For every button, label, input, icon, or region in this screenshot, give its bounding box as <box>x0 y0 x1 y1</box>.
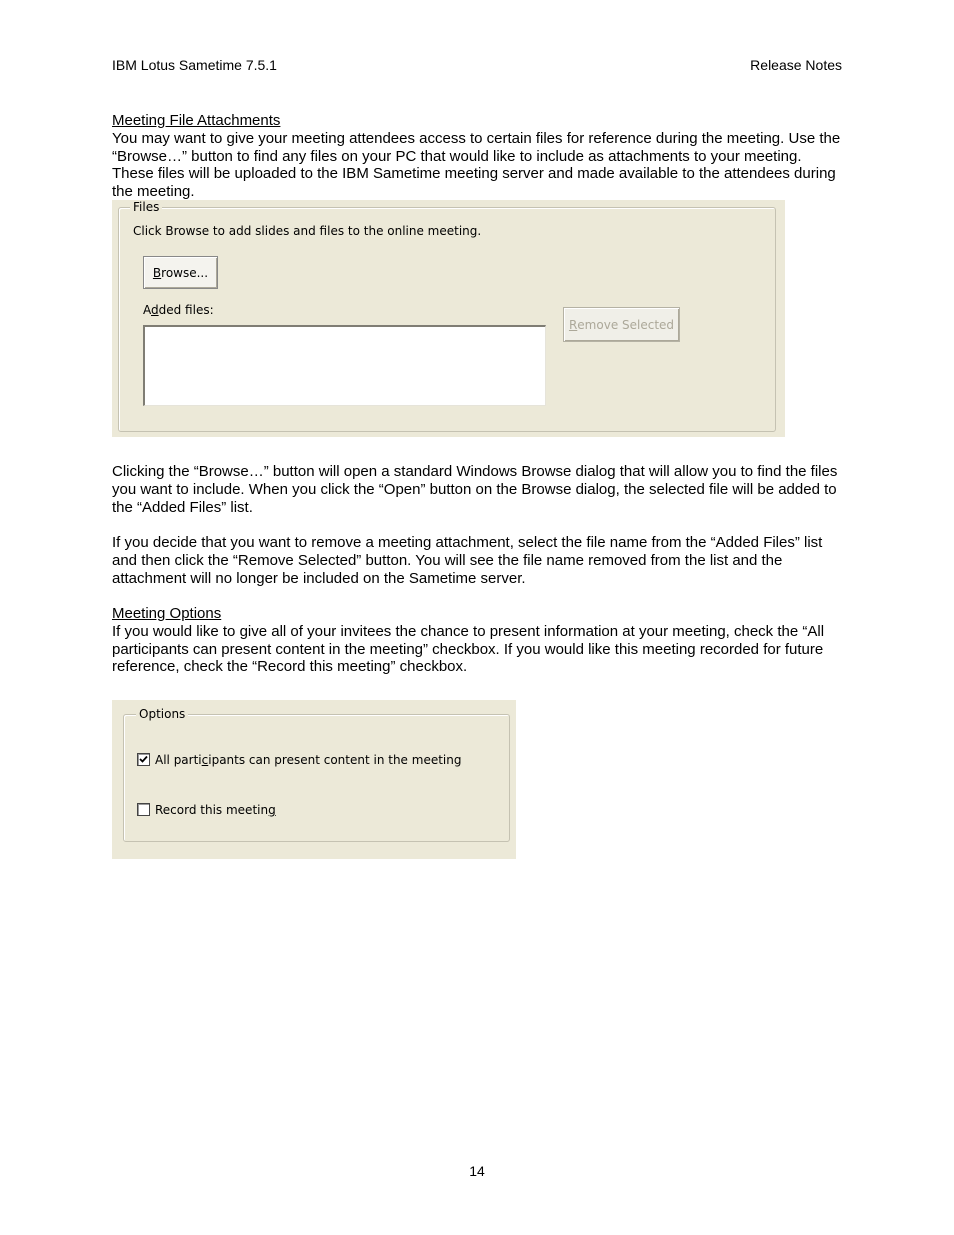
remove-button-mnemonic: R <box>568 317 578 332</box>
browse-button-label: rowse... <box>161 265 209 280</box>
browse-button-mnemonic: B <box>152 265 162 280</box>
header-product-title: IBM Lotus Sametime 7.5.1 <box>112 57 277 73</box>
option-label-post: ipants can present content in the meeting <box>208 753 462 767</box>
remove-selected-button[interactable] <box>563 307 680 342</box>
record-meeting-label[interactable] <box>155 803 276 817</box>
added-files-label <box>143 303 214 317</box>
option-label-pre: All parti <box>155 753 202 767</box>
files-panel <box>112 200 785 437</box>
option-label-pre: Record this meetin <box>155 803 269 817</box>
section-meeting-file-attachments <box>112 112 842 201</box>
section-intro-paragraph: You may want to give your meeting attendees access to certain files for reference during the meeting. Use the “Browse…” button to find any files on your PC that would like to include as attachments to your meeting. These files will be uploaded to the IBM Sametime meeting server and made available to the attendees during the meeting. <box>112 129 841 201</box>
all-participants-label[interactable] <box>155 753 461 767</box>
remove-explanation-paragraph: If you decide that you want to remove a meeting attachment, select the file name from the “Added Files” list and then click the “Remove Selected” button. You will see the file name removed from the list and the attachment will no longer be included on the Sametime server. <box>112 534 823 587</box>
options-groupbox <box>123 714 510 842</box>
browse-explanation-paragraph: Clicking the “Browse…” button will open a standard Windows Browse dialog that will allow you to find the files you want to include. When you click the “Open” button on the Browse dialog, the selected file will be added to the “Added Files” list. <box>112 463 838 516</box>
option-label-mnemonic: c <box>201 753 209 767</box>
record-meeting-checkbox[interactable] <box>137 803 150 816</box>
section-heading: Meeting File Attachments <box>112 112 281 129</box>
files-instruction-text: Click Browse to add slides and files to the online meeting. <box>133 224 482 238</box>
added-files-label-post: ded files: <box>158 303 214 317</box>
section-heading: Meeting Options <box>112 605 222 622</box>
added-files-label-mnemonic: d <box>151 303 159 317</box>
options-groupbox-legend: Options <box>136 707 188 721</box>
section-intro-paragraph: If you would like to give all of your invitees the chance to present information at your meeting, check the “All participants can present content in the meeting” checkbox. If you would like this meeting recorded for future reference, check the “Record this meeting” checkbox. <box>112 622 825 676</box>
page-number: 14 <box>469 1163 485 1179</box>
added-files-list[interactable] <box>143 325 546 406</box>
files-groupbox-legend: Files <box>130 200 162 214</box>
remove-button-label: emove Selected <box>577 317 675 332</box>
section-meeting-options <box>112 605 842 676</box>
options-panel <box>112 700 516 859</box>
browse-button[interactable] <box>143 256 218 289</box>
added-files-label-pre: A <box>143 303 151 317</box>
option-label-mnemonic: g <box>268 803 276 817</box>
all-participants-checkbox[interactable] <box>137 753 150 766</box>
checkmark-icon <box>139 755 148 764</box>
header-document-title: Release Notes <box>750 57 842 73</box>
